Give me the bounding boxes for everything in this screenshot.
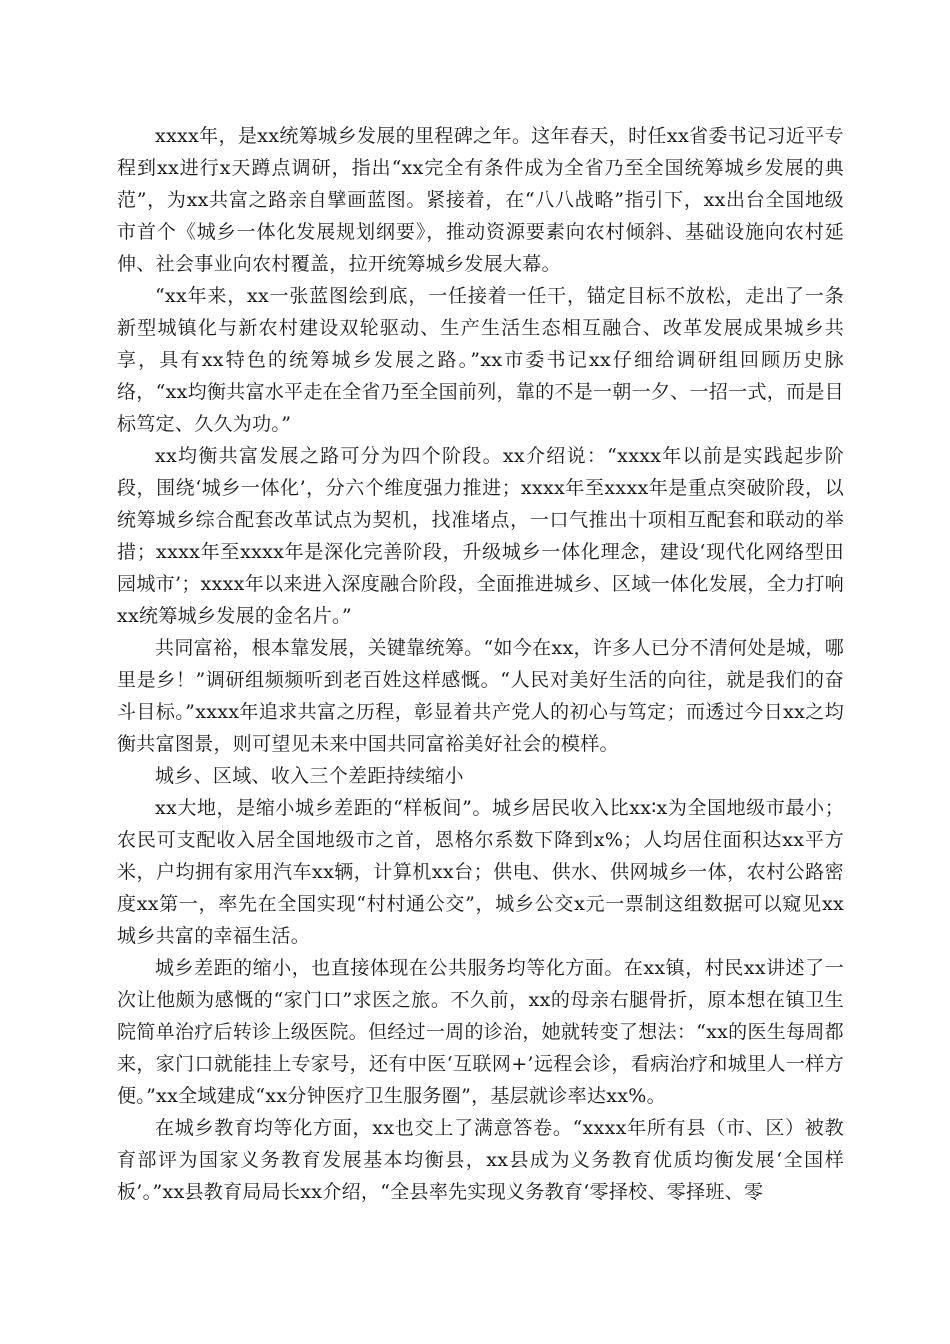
section-heading: 城乡、区域、收入三个差距持续缩小: [155, 765, 464, 787]
paragraph-3: xx均衡共富发展之路可分为四个阶段。xx介绍说：“xxxx年以前是实践起步阶段，围绕‘城乡一体化’，分六个维度强力推进；xxxx年至xxxx年是重点突破阶段，以统筹城乡综合配套改革试点为契机，找准堵点，一口气推出十项相互配套和联动的举措；xxxx年至xxxx年是深化完善阶段，升级城乡一体化理念，建设‘现代化网络型田园城市’；xxxx年以来进入深度融合阶段，全面推进城乡、区域一体化发展，全力打响xx统筹城乡发展的金名片。”: [117, 445, 844, 627]
paragraph-6: 城乡差距的缩小，也直接体现在公共服务均等化方面。在xx镇，村民xx讲述了一次让他颇为感慨的“家门口”求医之旅。不久前，xx的母亲右腿骨折，原本想在镇卫生院简单治疗后转诊上级医院。但经过一周的诊治，她就转变了想法：“xx的医生每周都来，家门口就能挂上专家号，还有中医‘互联网+’远程会诊，看病治疗和城里人一样方便。”xx全域建成“xx分钟医疗卫生服务圈”，基层就诊率达xx%。: [117, 957, 844, 1107]
paragraph-7: 在城乡教育均等化方面，xx也交上了满意答卷。“xxxx年所有县（市、区）被教育部评为国家义务教育发展基本均衡县，xx县成为义务教育优质均衡发展‘全国样板’。”xx县教育局局长xx介绍，“全县率先实现义务教育‘零择校、零择班、零: [117, 1117, 844, 1203]
paragraph-4: 共同富裕，根本靠发展，关键靠统筹。“如今在xx，许多人已分不清何处是城，哪里是乡！”调研组频频听到老百姓这样感慨。“人民对美好生活的向往，就是我们的奋斗目标。”xxxx年追求共富之历程，彰显着共产党人的初心与笃定；而透过今日xx之均衡共富图景，则可望见未来中国共同富裕美好社会的模样。: [117, 637, 844, 755]
paragraph-5: xx大地，是缩小城乡差距的“样板间”。城乡居民收入比xx∶x为全国地级市最小；农民可支配收入居全国地级市之首，恩格尔系数下降到x%；人均居住面积达xx平方米，户均拥有家用汽车xx辆，计算机xx台；供电、供水、供网城乡一体，农村公路密度xx第一，率先在全国实现“村村通公交”，城乡公交x元一票制这组数据可以窥见xx城乡共富的幸福生活。: [117, 797, 844, 947]
paragraph-2: “xx年来，xx一张蓝图绘到底，一任接着一任干，锚定目标不放松，走出了一条新型城镇化与新农村建设双轮驱动、生产生活生态相互融合、改革发展成果城乡共享，具有xx特色的统筹城乡发展之路。”xx市委书记xx仔细给调研组回顾历史脉络，“xx均衡共富水平走在全省乃至全国前列，靠的不是一朝一夕、一招一式，而是目标笃定、久久为功。”: [117, 285, 844, 435]
paragraph-1: xxxx年，是xx统筹城乡发展的里程碑之年。这年春天，时任xx省委书记习近平专程到xx进行x天蹲点调研，指出“xx完全有条件成为全省乃至全国统筹城乡发展的典范”，为xx共富之路亲自擘画蓝图。紧接着，在“八八战略”指引下，xx出台全国地级市首个《城乡一体化发展规划纲要》，推动资源要素向农村倾斜、基础设施向农村延伸、社会事业向农村覆盖，拉开统筹城乡发展大幕。: [117, 125, 844, 275]
document-body: [117, 120, 844, 1208]
